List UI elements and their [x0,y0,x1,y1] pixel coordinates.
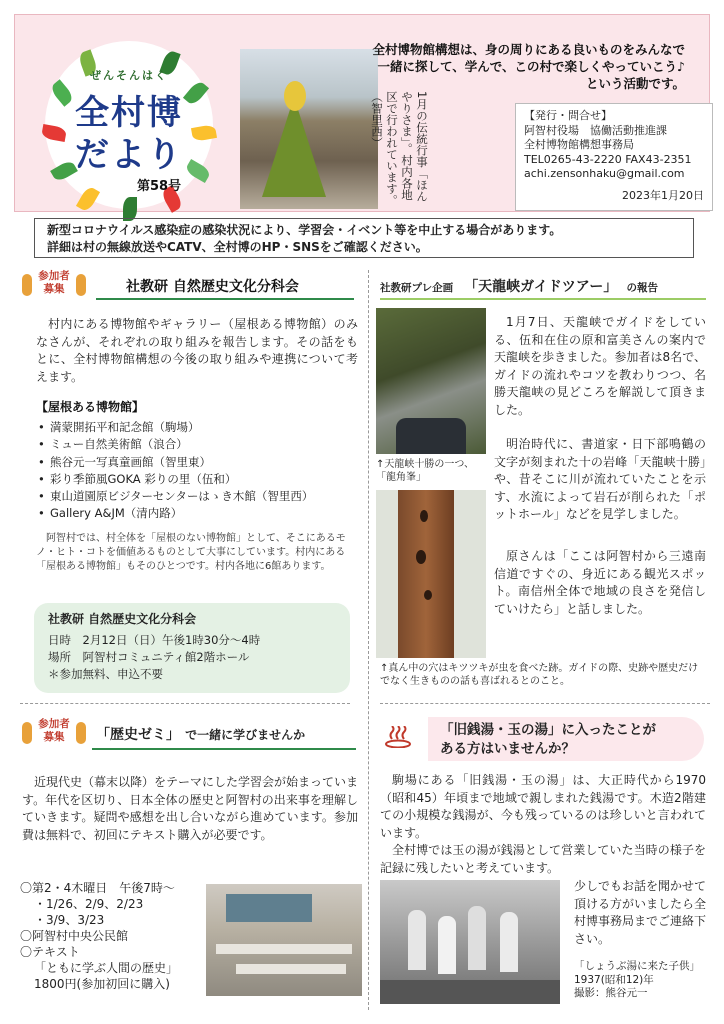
ryukakuho-photo [376,308,486,454]
contact-heading: 【発行・問合せ】 [524,109,612,122]
shobuyu-caption: 「しょうぶ湯に来た子供」 1937(昭和12)年 撮影：熊谷元一 [574,960,700,999]
list-item: • 東山道園原ビジターセンターはゝき木館（智里西） [36,488,366,505]
list-item: 〇第2・4木曜日 午後7時～ [20,881,175,895]
contact-office: 全村博物館構想事務局 [524,138,634,151]
woodpecker-tree-photo [376,490,486,658]
shakyoken-event-box [34,603,350,693]
list-item: • 満蒙開拓平和記念館（駒場） [36,419,366,436]
onsen-body-1: 駒場にある「旧銭湯・玉の湯」は、大正時代から1970（昭和45）年頃まで地域で親しまれた銭湯です。木造2階建ての小規模な銭湯が、今も残っているのは珍しいと言われています。 [380,773,706,840]
contact-dept: 阿智村役場 協働活動推進課 [524,123,667,137]
tenryu-body-2: 明治時代に、書道家・日下部鳴鶴の文字が刻まれた十の岩峰「天龍峡十勝」や、昔そこに川が流れていたことを示す、水流によって岩石が削られた「ポットホール」などを見学しました。 [494,437,706,521]
contact-email[interactable]: achi.zensonhaku@gmail.com [524,167,685,180]
zemi-title: 「歴史ゼミ」 で一緒に学びませんか [96,727,306,743]
event-heading: 社教研 自然歴史文化分科会 [48,612,197,626]
column-divider [368,270,369,1010]
list-item: • 熊谷元一写真童画館（智里東） [36,454,366,471]
left-row-divider [20,703,350,704]
covid-notice: 新型コロナウイルス感染症の感染状況により、学習会・イベント等を中止する場合があります。 詳細は村の無線放送やCATV、全村博のHP・SNSをご確認ください。 [34,218,694,258]
museum-list-heading: 【屋根ある博物館】 [36,400,145,414]
list-item: 1800円(参加初回に購入) [34,977,170,991]
event-date: 日時 2月12日（日）午後1時30分～4時 [48,633,261,647]
hot-spring-icon [384,726,412,748]
zemi-details [20,880,210,992]
slogan: 全村博物館構想は、身の周りにある良いものをみんなで 一緒に探して、学んで、この村で楽しくやっていこう♪ という活動です。 [372,42,685,91]
shakyoken-title: 社教研 自然歴史文化分科会 [126,279,299,295]
logo-kana: ぜんそんはく [90,69,168,82]
tenryu-body-3: 原さんは「ここは阿智村から三遠南信道ですぐの、身近にある観光スポット。南信州全体で地域の良さを発信していけたら」と話しました。 [494,549,706,616]
zemi-body: 近現代史（幕末以降）をテーマにした学習会が始まっています。年代を区切り、日本全体の歴史と阿智村の出来事を理解していきます。疑問や感想を出し合いながら進めています。参加費は無料で、初回にテキスト購入が必要です。 [22,775,359,842]
right-row-divider [380,703,710,704]
museum-note: 阿智村では、村全体を「屋根のない博物館」として、そこにあるモノ・ヒト・コトを価値あるものとして大事にしています。村内にある「屋根ある博物館」もそのひとつです。村内各地に6館あります。 [36,533,346,572]
shakyoken-intro: 村内にある博物館やギャラリー（屋根ある博物館）のみなさんが、それぞれの取り組みを報告します。その話をもとに、全村博物館構想の今後の取り組みや連携について考えます。 [36,317,358,384]
list-item: • ミュー自然美術館（浪合） [36,436,366,453]
list-item: • Gallery A&JM（清内路） [36,505,366,522]
zemi-class-photo [206,884,362,996]
list-item: 「ともに学ぶ人間の歴史」 [34,961,179,975]
contact-tel: TEL0265-43-2220 FAX43-2351 [524,152,692,166]
event-place: 場所 阿智村コミュニティ館2階ホール [48,650,250,664]
masthead [14,14,710,212]
shobuyu-children-photo [380,880,560,1004]
ryukakuho-caption: ↑天龍峡十勝の一つ、「龍角峯」 [376,459,474,483]
event-fee: ＊参加無料、申込不要 [48,667,163,681]
photo-caption: 1月の伝統行事「ほんやりさま」。村内各地区で行われています。（智里西） [370,91,429,206]
list-item: 〇阿智村中央公民館 [20,929,129,943]
tenryu-body-1: 1月7日、天龍峡でガイドをしている、伍和在住の原和富美さんの案内で天龍峡を歩きました。参加者は8名で、ガイドの流れやコツを教わりつつ、名勝天龍峡の見どころを解説して頂きました。 [494,315,706,417]
list-item: 〇テキスト [20,945,80,959]
list-item: ・1/26、2/9、2/23 [34,897,144,911]
onsen-body-3: 少しでもお話を聞かせて頂ける方がいましたら全村博事務局までご連絡下さい。 [574,879,707,946]
onsen-body-2: 全村博では玉の湯が銭湯として営業していた当時の様子を記録に残したいと考えています。 [380,843,706,875]
newsletter-logo [45,41,213,209]
onsen-title: 「旧銭湯・玉の湯」に入ったことが ある方はいませんか？ [428,717,704,761]
contact-box [515,103,713,211]
museum-list [36,419,366,523]
issue-number: 第58号 [137,179,182,194]
woodpecker-caption: ↑真ん中の穴はキツツキが虫を食べた跡。ガイドの際、史跡や歴史だけでなく生きものの話も喜ばれるとのこと。 [380,663,699,687]
recruit-badge: 参加者 募集 [22,268,86,302]
issue-date: 2023年1月20日 [622,188,704,202]
recruit-badge: 参加者 募集 [22,716,86,750]
list-item: ・3/9、3/23 [34,913,105,927]
list-item: • 彩り季節風GOKA 彩りの里（伍和） [36,471,366,488]
logo-title-line1: 全村博 [75,93,183,133]
tenryu-heading: 社教研プレ企画 「天龍峡ガイドツアー」 の報告 [380,279,658,295]
logo-title-line2: だより [75,135,183,175]
